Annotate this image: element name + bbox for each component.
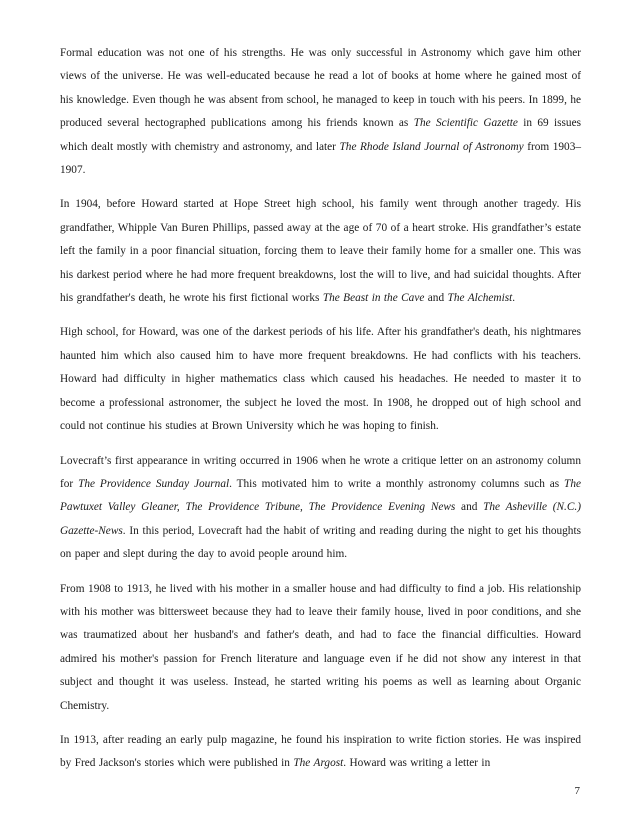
paragraph [60, 321, 581, 438]
text-run: High school, for Howard, was one of the darkest periods of his life. After his grandfather's death, his nightmares haunted him which also caused him to have more frequent breakdowns. He had conflicts with his teachers. Howard had difficulty in higher mathematics class which caused his headaches. He needed to master it to become a professional astronomer, the subject he loved the most. In 1908, he dropped out of high school and could not continue his studies at Brown University which he was hoping to finish. [60, 326, 581, 433]
text-run: Lovecraft’s first appearance in writing occurred in 1906 when he wrote a critique letter on an astronomy column for [60, 454, 581, 490]
text-run: From 1908 to 1913, he lived with his mother in a smaller house and had difficulty to find a job. His relationship with his mother was bittersweet because they had to leave their family house, lived in poor conditions, and she was traumatized about her husband's and father's death, and had to face the financial difficulties. Howard admired his mother's passion for French literature and language even if he did not show any interest in that subject and thought it was useless. Instead, he started writing his poems as well as learning about Organic Chemistry. [60, 582, 581, 712]
italic-title: The Providence Sunday Journal [78, 477, 230, 490]
text-run: . Howard was writing a letter in [343, 757, 491, 770]
italic-title: The Scientific Gazette [413, 117, 518, 130]
page-number: 7 [574, 785, 580, 797]
italic-title: The Asheville (N.C.) Gazette-News [60, 501, 581, 537]
italic-title: The Rhode Island Journal of Astronomy [339, 140, 524, 153]
text-run: . This motivated him to write a monthly astronomy columns such as [229, 477, 565, 490]
body-text [60, 42, 581, 776]
text-run: . [512, 292, 516, 305]
paragraph [60, 729, 581, 776]
italic-title: The Pawtuxet Valley Gleaner, The Providence Tribune, The Providence Evening News [60, 477, 581, 514]
text-run: In 1904, before Howard started at Hope Street high school, his family went through another tragedy. His grandfather, Whipple Van Buren Phillips, passed away at the age of 70 of a heart stroke. His grandfather’s estate left the family in a poor financial situation, forcing them to leave their family home for a smaller one. This was his darkest period where he had more frequent breakdowns, lost the will to live, and had suicidal thoughts. After his grandfather's death, he wrote his first fictional works [60, 198, 581, 305]
text-run: in 69 issues which dealt mostly with chemistry and astronomy, and later [60, 117, 581, 153]
paragraph [60, 193, 581, 310]
text-run: and [424, 292, 448, 305]
italic-title: The Alchemist [447, 292, 513, 305]
text-run: . In this period, Lovecraft had the habit of writing and reading during the night to get his thoughts on paper and slept during the day to avoid people around him. [60, 524, 581, 561]
text-run: Formal education was not one of his strengths. He was only successful in Astronomy which gave him other views of the universe. He was well-educated because he read a lot of books at home where he gained most of his knowledge. Even though he was absent from school, he managed to keep in touch with his peers. In 1899, he produced several hectographed publications among his friends known as [60, 47, 581, 130]
paragraph [60, 450, 581, 567]
paragraph [60, 42, 581, 182]
italic-title: The Beast in the Cave [322, 292, 425, 305]
paragraph [60, 578, 581, 718]
text-run: from 1903–1907. [60, 140, 581, 177]
italic-title: The Argost [293, 757, 344, 770]
text-run: and [455, 501, 484, 514]
text-run: In 1913, after reading an early pulp magazine, he found his inspiration to write fiction stories. He was inspired by Fred Jackson's stories which were published in [60, 733, 581, 770]
